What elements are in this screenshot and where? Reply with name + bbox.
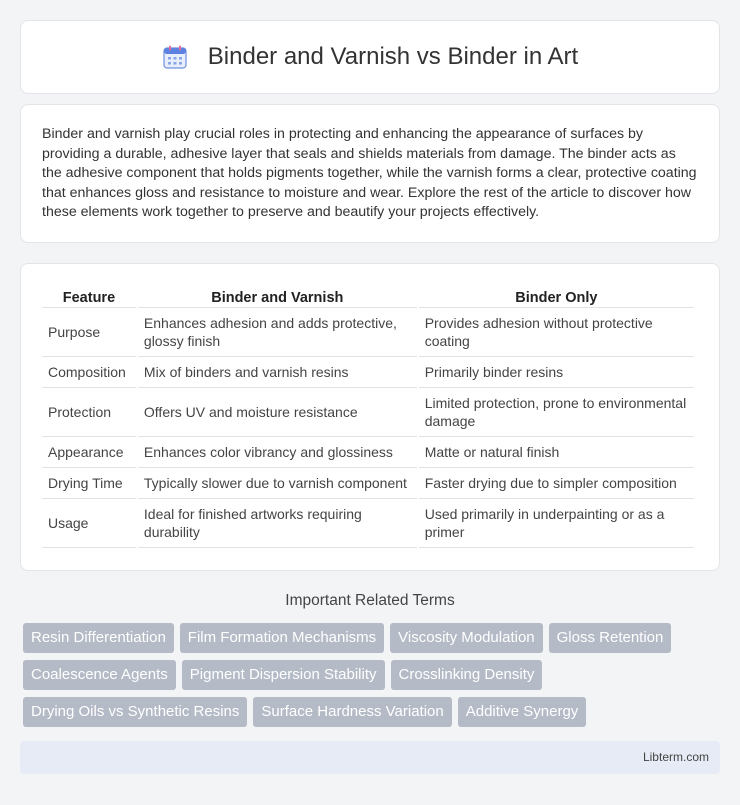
tag-crosslinking-density[interactable]: Crosslinking Density — [391, 660, 543, 690]
table-row — [42, 437, 694, 468]
table-cell: Matte or natural finish — [419, 437, 694, 468]
tag-gloss-retention[interactable]: Gloss Retention — [549, 623, 672, 653]
table-header-row — [42, 284, 694, 308]
tag-film-formation-mechanisms[interactable]: Film Formation Mechanisms — [180, 623, 384, 653]
intro-card — [20, 104, 720, 243]
column-header-feature: Feature — [42, 284, 136, 308]
table-cell: Faster drying due to simpler composition — [419, 468, 694, 499]
header-card — [20, 20, 720, 94]
table-row — [42, 468, 694, 499]
column-header-binder-and-varnish: Binder and Varnish — [138, 284, 417, 308]
footer — [20, 741, 720, 774]
table-cell: Appearance — [42, 437, 136, 468]
footer-site-link[interactable]: Libterm.com — [642, 750, 709, 764]
table-cell: Enhances adhesion and adds protective, glossy finish — [138, 308, 417, 357]
tag-resin-differentiation[interactable]: Resin Differentiation — [23, 623, 174, 653]
comparison-table — [40, 284, 696, 548]
table-cell: Protection — [42, 388, 136, 437]
table-cell: Mix of binders and varnish resins — [138, 357, 417, 388]
related-terms-tags — [23, 623, 723, 734]
table-cell: Provides adhesion without protective coating — [419, 308, 694, 357]
comparison-card — [20, 263, 720, 571]
tag-drying-oils-vs-synthetic-resins[interactable]: Drying Oils vs Synthetic Resins — [23, 697, 247, 727]
table-cell: Usage — [42, 499, 136, 548]
page-title: Binder and Varnish vs Binder in Art — [207, 43, 579, 70]
table-cell: Used primarily in underpainting or as a primer — [419, 499, 694, 548]
tag-row — [23, 660, 723, 690]
table-row — [42, 499, 694, 548]
table-cell: Purpose — [42, 308, 136, 357]
table-cell: Primarily binder resins — [419, 357, 694, 388]
tag-pigment-dispersion-stability[interactable]: Pigment Dispersion Stability — [182, 660, 385, 690]
table-row — [42, 388, 694, 437]
tag-viscosity-modulation[interactable]: Viscosity Modulation — [390, 623, 542, 653]
tag-coalescence-agents[interactable]: Coalescence Agents — [23, 660, 176, 690]
tag-row — [23, 623, 723, 653]
column-header-binder-only: Binder Only — [419, 284, 694, 308]
table-cell: Limited protection, prone to environmental damage — [419, 388, 694, 437]
tag-additive-synergy[interactable]: Additive Synergy — [458, 697, 587, 727]
table-cell: Ideal for finished artworks requiring durability — [138, 499, 417, 548]
table-cell: Composition — [42, 357, 136, 388]
tag-surface-hardness-variation[interactable]: Surface Hardness Variation — [253, 697, 451, 727]
table-cell: Typically slower due to varnish component — [138, 468, 417, 499]
table-row — [42, 357, 694, 388]
table-cell: Enhances color vibrancy and glossiness — [138, 437, 417, 468]
table-row — [42, 308, 694, 357]
tag-row — [23, 697, 723, 727]
calendar-icon — [162, 44, 188, 70]
table-cell: Offers UV and moisture resistance — [138, 388, 417, 437]
intro-paragraph: Binder and varnish play crucial roles in protecting and enhancing the appearance of surfaces by providing a durable, adhesive layer that seals and shields materials from damage. The binder acts as the adhesive component that holds pigments together, while the varnish forms a clear, protective coating that enhances gloss and resistance to moisture and wear. Explore the rest of the article to discover how these elements work together to preserve and beautify your projects effectively. — [42, 126, 697, 221]
related-terms-title: Important Related Terms — [285, 592, 455, 609]
table-cell: Drying Time — [42, 468, 136, 499]
